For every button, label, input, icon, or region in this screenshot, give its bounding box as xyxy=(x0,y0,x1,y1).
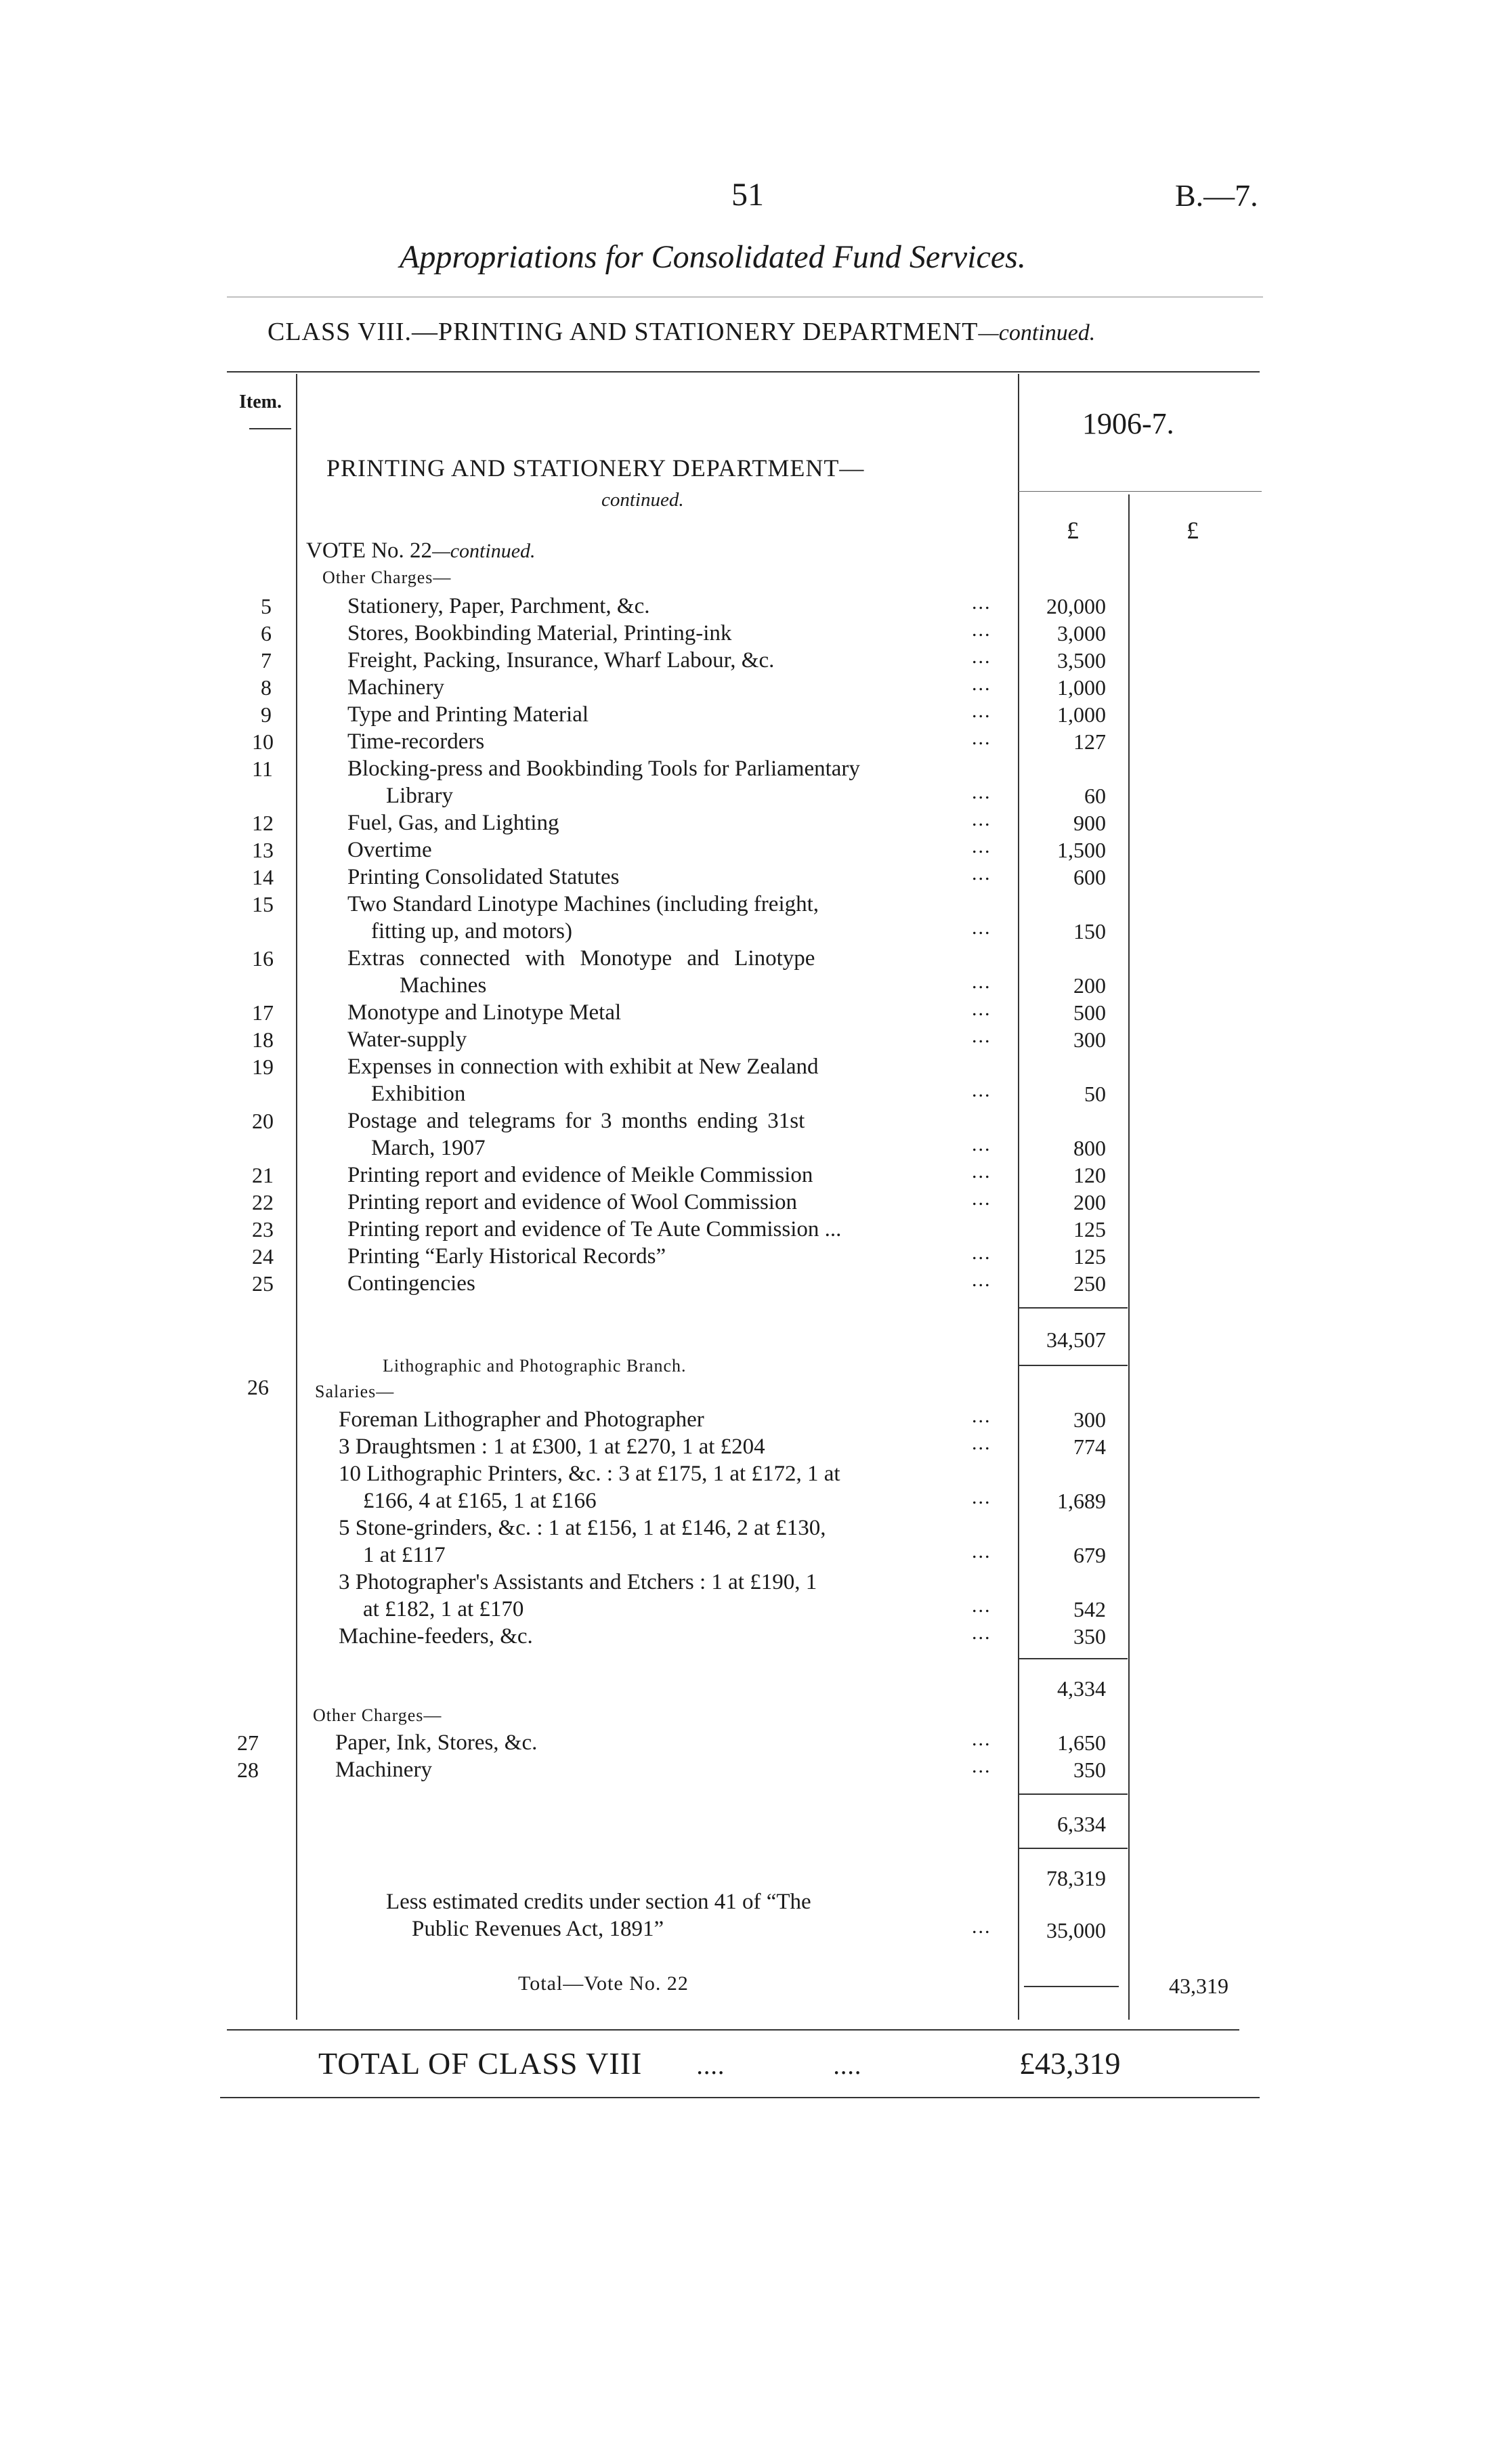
dot-leader: ... xyxy=(972,808,991,830)
vote-continued: —continued. xyxy=(432,540,536,562)
currency-header-1: £ xyxy=(1067,517,1079,544)
dot-leader: ... xyxy=(972,727,991,749)
dot-leader: ... xyxy=(972,1486,991,1508)
dot-leader: ... xyxy=(972,1187,991,1210)
salary-text: 3 Draughtsmen : 1 at £300, 1 at £270, 1 at £204 xyxy=(339,1435,765,1459)
currency-header-2: £ xyxy=(1187,517,1199,544)
salary-text: at £182, 1 at £170 xyxy=(363,1597,524,1621)
line-value: 300 xyxy=(1073,1027,1106,1052)
line-value: 900 xyxy=(1073,811,1106,835)
salaries-total: 4,334 xyxy=(1057,1676,1106,1701)
item-number: 21 xyxy=(252,1163,274,1187)
item-header-rule xyxy=(249,428,291,429)
line-value: 1,000 xyxy=(1057,675,1106,700)
litho-heading: Lithographic and Photographic Branch. xyxy=(383,1356,687,1376)
subtotal-printing: 34,507 xyxy=(1046,1327,1106,1352)
grand-subtotal-rule xyxy=(1019,1848,1128,1849)
item-number: 18 xyxy=(252,1027,274,1052)
line-value: 250 xyxy=(1073,1271,1106,1296)
item-number: 11 xyxy=(252,757,273,781)
dot-leader: ... xyxy=(972,673,991,695)
line-text: Monotype and Linotype Metal xyxy=(347,1000,622,1025)
line-text: Postage and telegrams for 3 months ending 31st xyxy=(347,1109,805,1133)
page-heading: Appropriations for Consolidated Fund Services. xyxy=(400,239,1026,275)
line-text: Blocking-press and Bookbinding Tools for Parliamentary xyxy=(347,757,860,781)
item-number: 23 xyxy=(252,1217,274,1241)
item-number: 7 xyxy=(261,648,272,673)
salary-value: 1,689 xyxy=(1057,1489,1106,1513)
salary-value: 679 xyxy=(1073,1543,1106,1567)
line-text: Freight, Packing, Insurance, Wharf Labour, &c. xyxy=(347,648,775,673)
litho-total: 6,334 xyxy=(1057,1812,1106,1836)
line-text: Exhibition xyxy=(371,1082,466,1106)
item-number: 16 xyxy=(252,946,274,971)
line-text: Type and Printing Material xyxy=(347,702,589,727)
line-text: Printing Consolidated Statutes xyxy=(347,865,620,889)
line-text: Fuel, Gas, and Lighting xyxy=(347,811,559,835)
salary-text: 3 Photographer's Assistants and Etchers : 1 at £190, 1 xyxy=(339,1570,817,1594)
footer-top-rule xyxy=(227,2029,1239,2031)
line-text: Stationery, Paper, Parchment, &c. xyxy=(347,594,650,618)
dot-leader: ... xyxy=(972,1915,991,1938)
line-value: 125 xyxy=(1073,1244,1106,1269)
item-number: 8 xyxy=(261,675,272,700)
salary-value: 774 xyxy=(1073,1435,1106,1459)
total-class-value: £43,319 xyxy=(1019,2046,1121,2081)
line-text: Expenses in connection with exhibit at New Zealand xyxy=(347,1055,819,1079)
dot-leader: ... xyxy=(972,1241,991,1264)
line-value: 3,500 xyxy=(1057,648,1106,673)
amount-column-rule xyxy=(1018,374,1019,2020)
line-text: Stores, Bookbinding Material, Printing-ink xyxy=(347,621,732,645)
line-text: Printing report and evidence of Wool Commission xyxy=(347,1190,797,1214)
grand-subtotal: 78,319 xyxy=(1046,1866,1106,1890)
salary-text: 10 Lithographic Printers, &c. : 3 at £175, 1 at £172, 1 at xyxy=(339,1462,840,1486)
line-text: Paper, Ink, Stores, &c. xyxy=(335,1730,538,1755)
line-text: Time-recorders xyxy=(347,729,485,754)
salary-text: Machine-feeders, &c. xyxy=(339,1624,533,1649)
dot-leader: ... xyxy=(972,1405,991,1427)
item-number: 26 xyxy=(247,1375,269,1399)
line-value: 20,000 xyxy=(1046,594,1106,618)
total-column-rule xyxy=(1128,494,1130,2020)
dot-leader: ... xyxy=(972,916,991,939)
salary-value: 300 xyxy=(1073,1407,1106,1432)
item-number: 20 xyxy=(252,1109,274,1133)
salary-value: 542 xyxy=(1073,1597,1106,1621)
dot-leader: ... xyxy=(972,835,991,857)
total-vote-value: 43,319 xyxy=(1169,1974,1228,1998)
line-text: Machinery xyxy=(347,675,444,700)
less-credits-value: 35,000 xyxy=(1046,1918,1106,1942)
item-number: 15 xyxy=(252,892,274,916)
line-text: Library xyxy=(386,784,453,808)
line-value: 600 xyxy=(1073,865,1106,889)
dot-leader: ... xyxy=(972,971,991,993)
line-text: Printing report and evidence of Meikle Commission xyxy=(347,1163,813,1187)
dot-leader: ... xyxy=(972,1432,991,1454)
item-number: 19 xyxy=(252,1055,274,1079)
line-text: Printing report and evidence of Te Aute Commission ... xyxy=(347,1217,842,1241)
item-number: 14 xyxy=(252,865,274,889)
dot-leader: ... xyxy=(972,1540,991,1563)
line-value: 127 xyxy=(1073,729,1106,754)
salary-text: Foreman Lithographer and Photographer xyxy=(339,1407,704,1432)
dot-leader: ... xyxy=(972,998,991,1020)
item-number: 28 xyxy=(237,1758,259,1782)
item-number: 6 xyxy=(261,621,272,645)
line-value: 1,000 xyxy=(1057,702,1106,727)
line-value: 800 xyxy=(1073,1136,1106,1160)
dot-leader: ... xyxy=(972,781,991,803)
line-text: Extras connected with Monotype and Linotype xyxy=(347,946,815,971)
total-class-dots-1: .... xyxy=(696,2052,725,2080)
line-value: 500 xyxy=(1073,1000,1106,1025)
line-text: Contingencies xyxy=(347,1271,475,1296)
subtotal-underline xyxy=(1019,1365,1128,1366)
item-number: 5 xyxy=(261,594,272,618)
dot-leader: ... xyxy=(972,1269,991,1291)
total-class-label xyxy=(318,2045,861,2081)
dot-leader: ... xyxy=(972,1728,991,1750)
year-header: 1906-7. xyxy=(1082,407,1174,440)
less-credits-text-1: Less estimated credits under section 41 of “The xyxy=(386,1890,811,1914)
dot-leader: ... xyxy=(972,1755,991,1777)
line-text: March, 1907 xyxy=(371,1136,486,1160)
department-heading: PRINTING AND STATIONERY DEPARTMENT— xyxy=(326,454,865,482)
line-value: 1,650 xyxy=(1057,1730,1106,1755)
other-charges-label-2: Other Charges— xyxy=(313,1705,442,1725)
dot-leader: ... xyxy=(972,618,991,641)
item-number: 12 xyxy=(252,811,274,835)
salary-text: £166, 4 at £165, 1 at £166 xyxy=(363,1489,597,1513)
dot-leader: ... xyxy=(972,1160,991,1183)
line-text: Overtime xyxy=(347,838,432,862)
dot-leader: ... xyxy=(972,591,991,614)
line-text: Two Standard Linotype Machines (including freight, xyxy=(347,892,819,916)
subtotal-rule xyxy=(1019,1307,1128,1309)
line-value: 1,500 xyxy=(1057,838,1106,862)
table-top-rule xyxy=(227,371,1260,373)
line-value: 200 xyxy=(1073,1190,1106,1214)
other-charges-label: Other Charges— xyxy=(322,568,452,587)
item-number: 24 xyxy=(252,1244,274,1269)
line-value: 120 xyxy=(1073,1163,1106,1187)
dot-leader: ... xyxy=(972,1594,991,1617)
class-title xyxy=(268,317,1095,347)
dot-leader: ... xyxy=(972,1621,991,1644)
footer-bottom-rule xyxy=(220,2097,1260,2098)
class-title-suffix: —continued. xyxy=(978,320,1096,345)
line-value: 350 xyxy=(1073,1758,1106,1782)
dot-leader: ... xyxy=(972,1133,991,1155)
vote-label-text: VOTE No. 22 xyxy=(306,538,433,563)
salary-text: 5 Stone-grinders, &c. : 1 at £156, 1 at £146, 2 at £130, xyxy=(339,1516,826,1540)
litho-total-rule xyxy=(1019,1793,1128,1795)
salary-text: 1 at £117 xyxy=(363,1543,446,1567)
item-number: 9 xyxy=(261,702,272,727)
page-number: 51 xyxy=(731,177,764,213)
total-vote-label: Total—Vote No. 22 xyxy=(518,1972,689,1995)
item-number: 17 xyxy=(252,1000,274,1025)
dot-leader: ... xyxy=(972,862,991,885)
less-credits-text-2: Public Revenues Act, 1891” xyxy=(412,1917,664,1941)
line-text: Machines xyxy=(400,973,487,998)
total-vote-dash xyxy=(1024,1986,1119,1987)
item-column-rule xyxy=(296,374,297,2020)
line-value: 3,000 xyxy=(1057,621,1106,645)
vote-label xyxy=(306,538,536,564)
item-number: 27 xyxy=(237,1730,259,1755)
line-value: 200 xyxy=(1073,973,1106,998)
line-text: fitting up, and motors) xyxy=(371,919,572,943)
item-number: 10 xyxy=(252,729,274,754)
item-number: 13 xyxy=(252,838,274,862)
line-value: 60 xyxy=(1084,784,1106,808)
line-value: 125 xyxy=(1073,1217,1106,1241)
dot-leader: ... xyxy=(972,1079,991,1101)
dot-leader: ... xyxy=(972,1025,991,1047)
document-reference: B.—7. xyxy=(1175,178,1258,213)
line-value: 150 xyxy=(1073,919,1106,943)
item-number: 25 xyxy=(252,1271,274,1296)
item-column-header: Item. xyxy=(239,391,282,412)
dot-leader: ... xyxy=(972,700,991,722)
salaries-label: Salaries— xyxy=(315,1382,395,1401)
total-class-dots-2: .... xyxy=(833,2052,862,2080)
total-class-text: TOTAL OF CLASS VIII xyxy=(318,2046,643,2081)
item-number: 22 xyxy=(252,1190,274,1214)
year-underline xyxy=(1018,491,1262,492)
salary-value: 350 xyxy=(1073,1624,1106,1649)
line-text: Machinery xyxy=(335,1758,432,1782)
department-continued: continued. xyxy=(601,489,684,511)
line-text: Printing “Early Historical Records” xyxy=(347,1244,666,1269)
dot-leader: ... xyxy=(972,645,991,668)
class-title-text: CLASS VIII.—PRINTING AND STATIONERY DEPARTMENT xyxy=(268,318,979,346)
salaries-total-rule xyxy=(1019,1658,1128,1659)
line-text: Water-supply xyxy=(347,1027,467,1052)
line-value: 50 xyxy=(1084,1082,1106,1106)
